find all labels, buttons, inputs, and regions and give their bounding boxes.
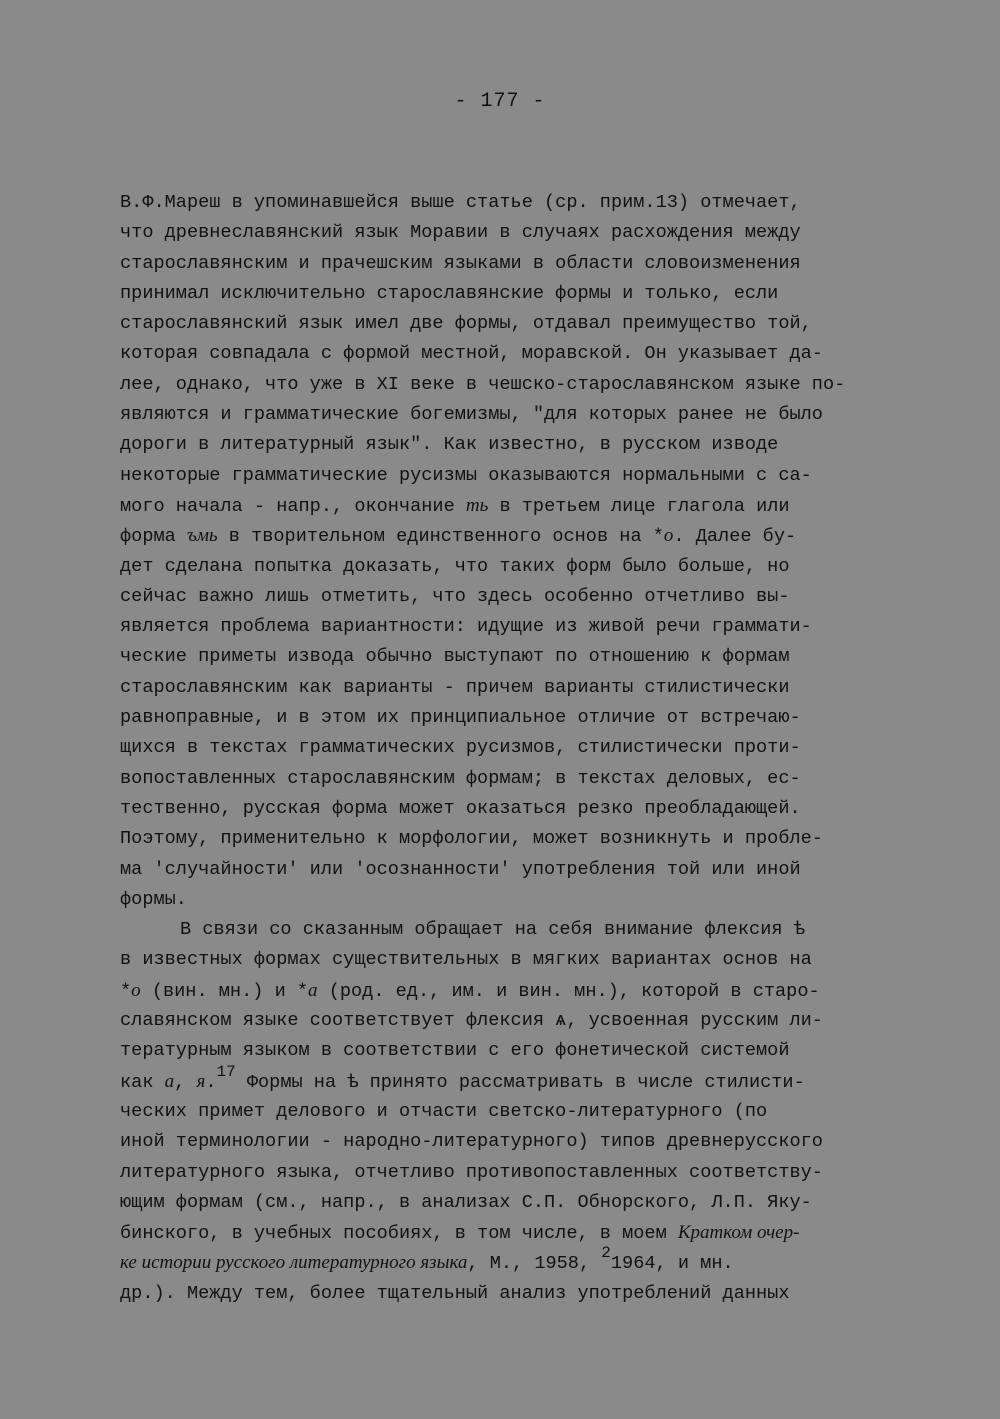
text-line: в известных формах существительных в мягких вариантах основ на bbox=[120, 949, 812, 971]
italic-text: Кратком очер- bbox=[677, 1222, 800, 1244]
text-segment: Формы на ѣ принято рассматривать в числе стилисти- bbox=[235, 1071, 805, 1093]
text-line: В.Ф.Мареш в упоминавшейся выше статье (ср. прим.13) отмечает, bbox=[120, 192, 801, 213]
text-line: что древнеславянский язык Моравии в случаях расхождения между bbox=[120, 222, 801, 244]
text-segment: , bbox=[174, 1071, 197, 1093]
text-segment: 1964, и мн. bbox=[610, 1253, 734, 1275]
text-segment: . Далее бу- bbox=[673, 526, 797, 548]
text-segment: . bbox=[205, 1071, 217, 1093]
text-segment: (вин. мн.) и * bbox=[140, 980, 309, 1002]
text-line: тественно, русская форма может оказаться резко преобладающей. bbox=[120, 797, 801, 819]
text-line: дороги в литературный язык". Как известно, в русском изводе bbox=[120, 434, 779, 456]
text-line: дет сделана попытка доказать, что таких форм было больше, но bbox=[120, 555, 790, 577]
italic-text: я bbox=[196, 1070, 206, 1092]
text-line: ма 'случайности' или 'осознанности' употребления той или иной bbox=[120, 858, 801, 880]
italic-text: ке истории русского литературного языка bbox=[120, 1252, 468, 1274]
text-segment: мого начала - напр., окончание bbox=[120, 495, 466, 517]
text-segment: в третьем лице глагола или bbox=[488, 495, 790, 517]
paragraph-start-line: В связи со сказанным обращает на себя внимание флексия ѣ bbox=[180, 919, 805, 941]
text-line: Поэтому, применительно к морфологии, может возникнуть и пробле- bbox=[120, 828, 823, 850]
text-line bbox=[120, 1244, 900, 1278]
italic-text: ъмь bbox=[186, 525, 218, 547]
text-segment: форма bbox=[120, 526, 187, 548]
text-line: щихся в текстах грамматических русизмов, стилистически проти- bbox=[120, 737, 801, 759]
italic-text: о bbox=[663, 525, 674, 547]
page-number: - 177 - bbox=[454, 90, 546, 113]
text-line: старославянским и прачешским языками в области словоизменения bbox=[120, 252, 801, 274]
text-segment: в творительном единственного основ на * bbox=[217, 526, 664, 548]
italic-text: а bbox=[164, 1070, 175, 1092]
text-line bbox=[120, 1218, 900, 1248]
text-line: ческие приметы извода обычно выступают по отношению к формам bbox=[120, 646, 790, 668]
edition-superscript: 2 bbox=[601, 1244, 611, 1263]
italic-text: о bbox=[131, 979, 141, 1001]
text-segment: * bbox=[120, 980, 132, 1002]
text-line: ческих примет делового и отчасти светско-литературного (по bbox=[120, 1100, 768, 1122]
footnote-marker: 17 bbox=[216, 1062, 236, 1081]
text-segment: , М., 1958, bbox=[467, 1253, 602, 1275]
text-segment: бинского, в учебных пособиях, в том числе, в моем bbox=[120, 1223, 678, 1245]
text-line: некоторые грамматические русизмы оказываются нормальными с са- bbox=[120, 464, 812, 486]
text-line bbox=[120, 976, 900, 1006]
text-line: славянском языке соответствует флексия ѧ, усвоенная русским ли- bbox=[120, 1010, 823, 1032]
text-line bbox=[120, 491, 900, 521]
text-line: ющим формам (см., напр., в анализах С.П. Обнорского, Л.П. Яку- bbox=[120, 1191, 812, 1213]
text-line: которая совпадала с формой местной, моравской. Он указывает да- bbox=[120, 343, 823, 365]
text-segment: как bbox=[120, 1071, 165, 1093]
text-line bbox=[120, 1062, 900, 1097]
text-line: лее, однако, что уже в XI веке в чешско-старославянском языке по- bbox=[120, 373, 846, 395]
text-line: являются и грамматические богемизмы, "для которых ранее не было bbox=[120, 404, 823, 426]
text-line: является проблема вариантности: идущие из живой речи граммати- bbox=[120, 616, 812, 638]
italic-text: ть bbox=[465, 494, 489, 516]
text-line: литературного языка, отчетливо противопоставленных соответству- bbox=[120, 1161, 823, 1183]
text-line: вопоставленных старославянским формам; в текстах деловых, ес- bbox=[120, 767, 801, 789]
body-text bbox=[120, 188, 900, 1309]
text-line: старославянский язык имел две формы, отдавал преимущество той, bbox=[120, 313, 812, 335]
text-line: принимал исключительно старославянские формы и только, если bbox=[120, 282, 779, 304]
text-line: формы. bbox=[120, 888, 187, 910]
text-segment: (род. ед., им. и вин. мн.), которой в старо- bbox=[317, 980, 820, 1002]
text-line: иной терминологии - народно-литературного) типов древнерусского bbox=[120, 1131, 823, 1153]
text-line: сейчас важно лишь отметить, что здесь особенно отчетливо вы- bbox=[120, 585, 790, 607]
text-line: старославянским как варианты - причем варианты стилистически bbox=[120, 676, 790, 698]
text-line: тературным языком в соответствии с его фонетической системой bbox=[120, 1040, 790, 1062]
text-line: равноправные, и в этом их принципиальное отличие от встречаю- bbox=[120, 707, 801, 729]
text-line bbox=[120, 521, 900, 551]
italic-text: а bbox=[308, 979, 318, 1001]
text-line: др.). Между тем, более тщательный анализ употреблений данных bbox=[120, 1282, 790, 1304]
